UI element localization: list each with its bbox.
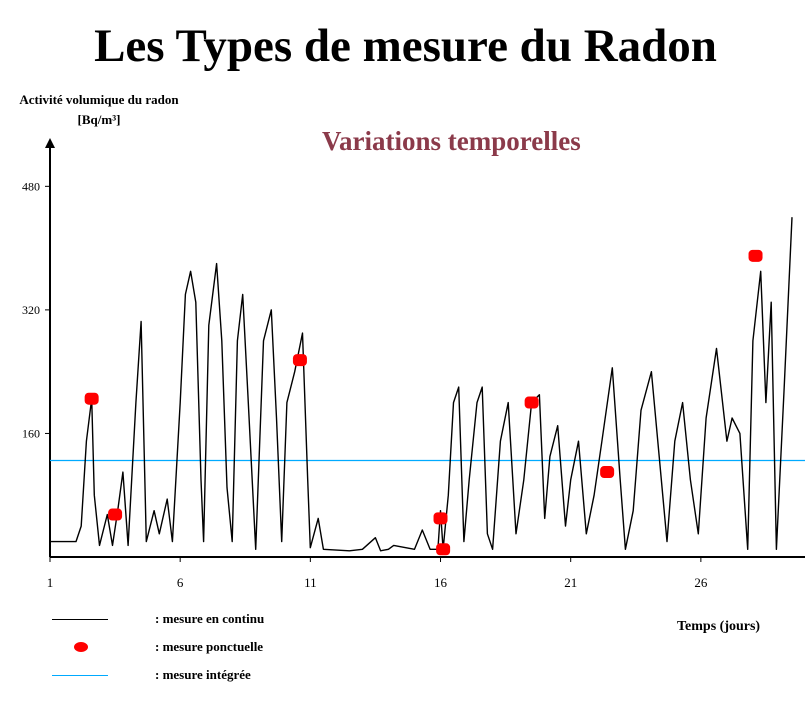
point-marker xyxy=(434,512,448,524)
point-marker xyxy=(108,509,122,521)
y-axis-arrow-icon xyxy=(45,138,55,148)
y-axis-label: Activité volumique du radon [Bq/m³] xyxy=(19,92,179,127)
point-marker xyxy=(600,466,614,478)
x-tick-label: 26 xyxy=(694,575,708,590)
legend-label: : mesure intégrée xyxy=(155,667,251,682)
y-tick-label: 480 xyxy=(22,179,40,194)
legend-cyan-line-icon xyxy=(52,672,108,680)
x-tick-label: 1 xyxy=(46,575,54,590)
point-marker xyxy=(525,397,539,409)
legend-item-integrated xyxy=(40,664,360,688)
point-marker xyxy=(293,354,307,366)
point-marker xyxy=(436,543,450,555)
point-marker xyxy=(85,393,99,405)
legend-item-point xyxy=(40,636,360,660)
page-title: Les Types de mesure du Radon xyxy=(94,20,717,72)
x-tick-label: 6 xyxy=(176,575,184,590)
legend xyxy=(40,608,360,688)
chart-subtitle: Variations temporelles xyxy=(322,126,581,156)
y-tick-label: 160 xyxy=(22,426,40,441)
legend-line-icon xyxy=(52,616,108,624)
legend-label: : mesure en continu xyxy=(155,611,265,626)
x-tick-label: 21 xyxy=(564,575,578,590)
legend-label: : mesure ponctuelle xyxy=(155,639,264,654)
legend-item-continuous xyxy=(40,608,360,632)
x-tick-label: 11 xyxy=(304,575,317,590)
y-tick-label: 320 xyxy=(22,302,40,317)
series-line-continuous xyxy=(50,217,792,551)
legend-dot-icon xyxy=(52,644,108,652)
point-marker xyxy=(749,250,763,262)
x-tick-label: 16 xyxy=(434,575,448,590)
x-axis-label: Temps (jours) xyxy=(677,619,761,634)
